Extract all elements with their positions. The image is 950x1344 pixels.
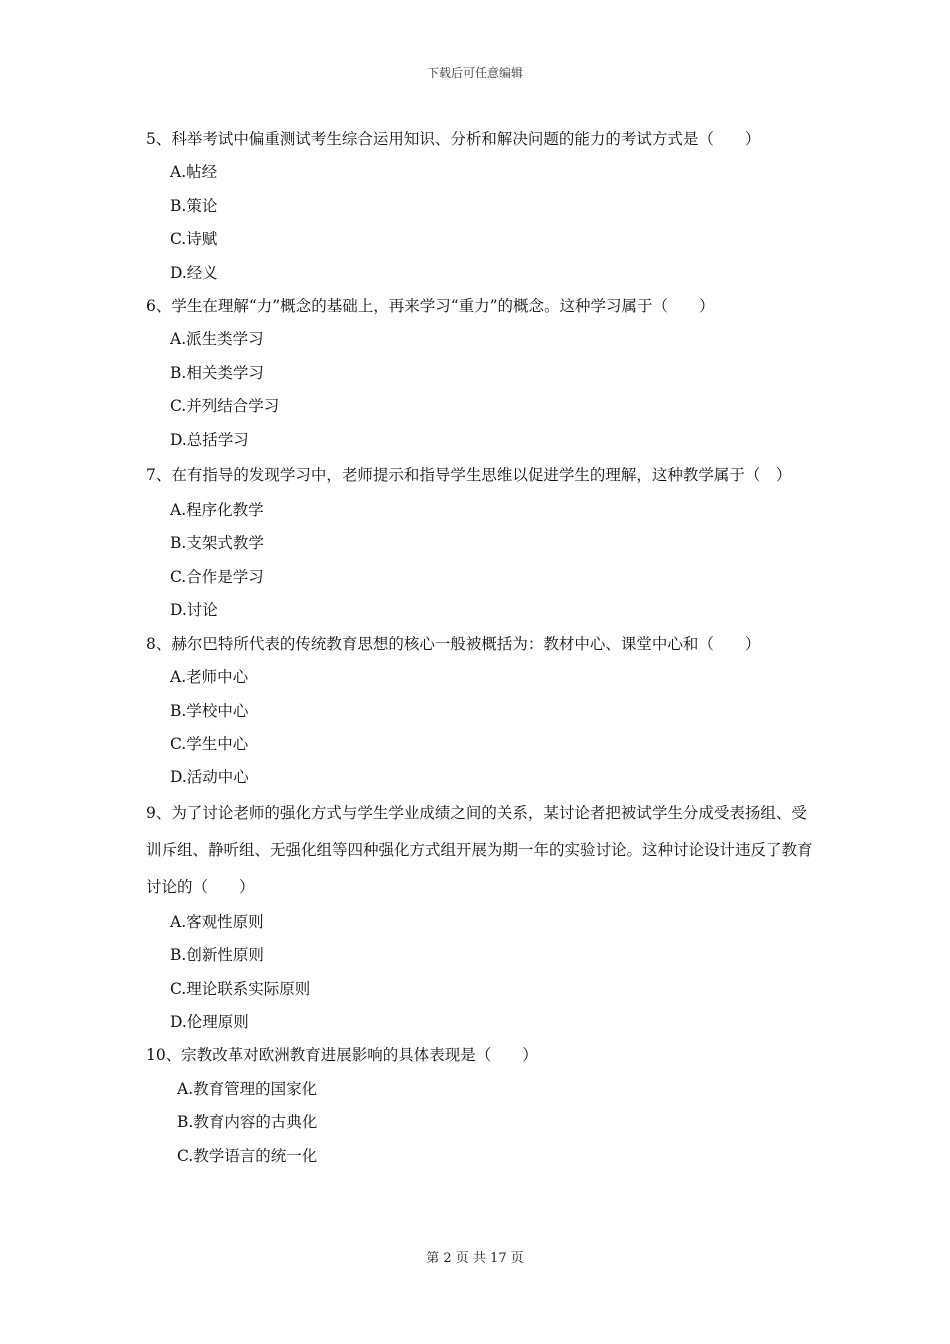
question-stem: 10、宗教改革对欧洲教育进展影响的具体表现是（ ） bbox=[146, 1046, 538, 1065]
question-6 bbox=[146, 290, 816, 457]
option-c: C.并列结合学习 bbox=[170, 397, 280, 416]
option-b: B.教育内容的古典化 bbox=[177, 1113, 318, 1132]
option-d: D.总括学习 bbox=[170, 430, 249, 449]
option-c: C.合作是学习 bbox=[170, 567, 264, 586]
question-5 bbox=[146, 123, 816, 290]
option-b: B.策论 bbox=[170, 196, 218, 215]
option-c: C.学生中心 bbox=[170, 734, 249, 753]
document-body bbox=[146, 123, 816, 1173]
option-b: B.学校中心 bbox=[170, 701, 249, 720]
option-list bbox=[146, 1073, 816, 1173]
option-list bbox=[146, 906, 816, 1040]
option-a: A.程序化教学 bbox=[170, 501, 264, 520]
option-list bbox=[146, 661, 816, 795]
option-a: A.派生类学习 bbox=[170, 330, 264, 349]
option-c: C.教学语言的统一化 bbox=[177, 1146, 318, 1165]
question-stem: 6、学生在理解“力”概念的基础上，再来学习“重力”的概念。这种学习属于（ ） bbox=[146, 297, 715, 316]
question-10 bbox=[146, 1039, 816, 1173]
question-stem: 8、赫尔巴特所代表的传统教育思想的核心一般被概括为：教材中心、课堂中心和（ ） bbox=[146, 634, 761, 653]
question-stem: 9、为了讨论老师的强化方式与学生学业成绩之间的关系，某讨论者把被试学生分成受表扬组、受训斥组、静听组、无强化组等四种强化方式组开展为期一年的实验讨论。这种讨论设计违反了教育讨论的（ ） bbox=[146, 803, 813, 896]
option-a: A.教育管理的国家化 bbox=[177, 1079, 318, 1098]
option-b: B.支架式教学 bbox=[170, 534, 264, 553]
question-7 bbox=[146, 457, 816, 628]
question-9 bbox=[146, 795, 816, 1040]
option-a: A.帖经 bbox=[170, 163, 218, 182]
option-b: B.创新性原则 bbox=[170, 946, 264, 965]
option-b: B.相关类学习 bbox=[170, 363, 264, 382]
page-footer: 第 2 页 共 17 页 bbox=[426, 1251, 524, 1266]
option-list bbox=[146, 494, 816, 628]
option-c: C.诗赋 bbox=[170, 230, 218, 249]
option-list bbox=[146, 156, 816, 290]
option-d: D.伦理原则 bbox=[170, 1012, 249, 1031]
option-list bbox=[146, 323, 816, 457]
option-c: C.理论联系实际原则 bbox=[170, 979, 311, 998]
option-d: D.活动中心 bbox=[170, 768, 249, 787]
option-d: D.讨论 bbox=[170, 601, 218, 620]
question-8 bbox=[146, 628, 816, 795]
question-stem: 7、在有指导的发现学习中，老师提示和指导学生思维以促进学生的理解，这种教学属于（ ） bbox=[146, 466, 792, 485]
option-a: A.客观性原则 bbox=[170, 912, 264, 931]
question-stem: 5、科举考试中偏重测试考生综合运用知识、分析和解决问题的能力的考试方式是（ ） bbox=[146, 130, 761, 148]
option-a: A.老师中心 bbox=[170, 668, 249, 687]
page-header: 下载后可任意编辑 bbox=[426, 66, 523, 80]
option-d: D.经义 bbox=[170, 263, 218, 282]
